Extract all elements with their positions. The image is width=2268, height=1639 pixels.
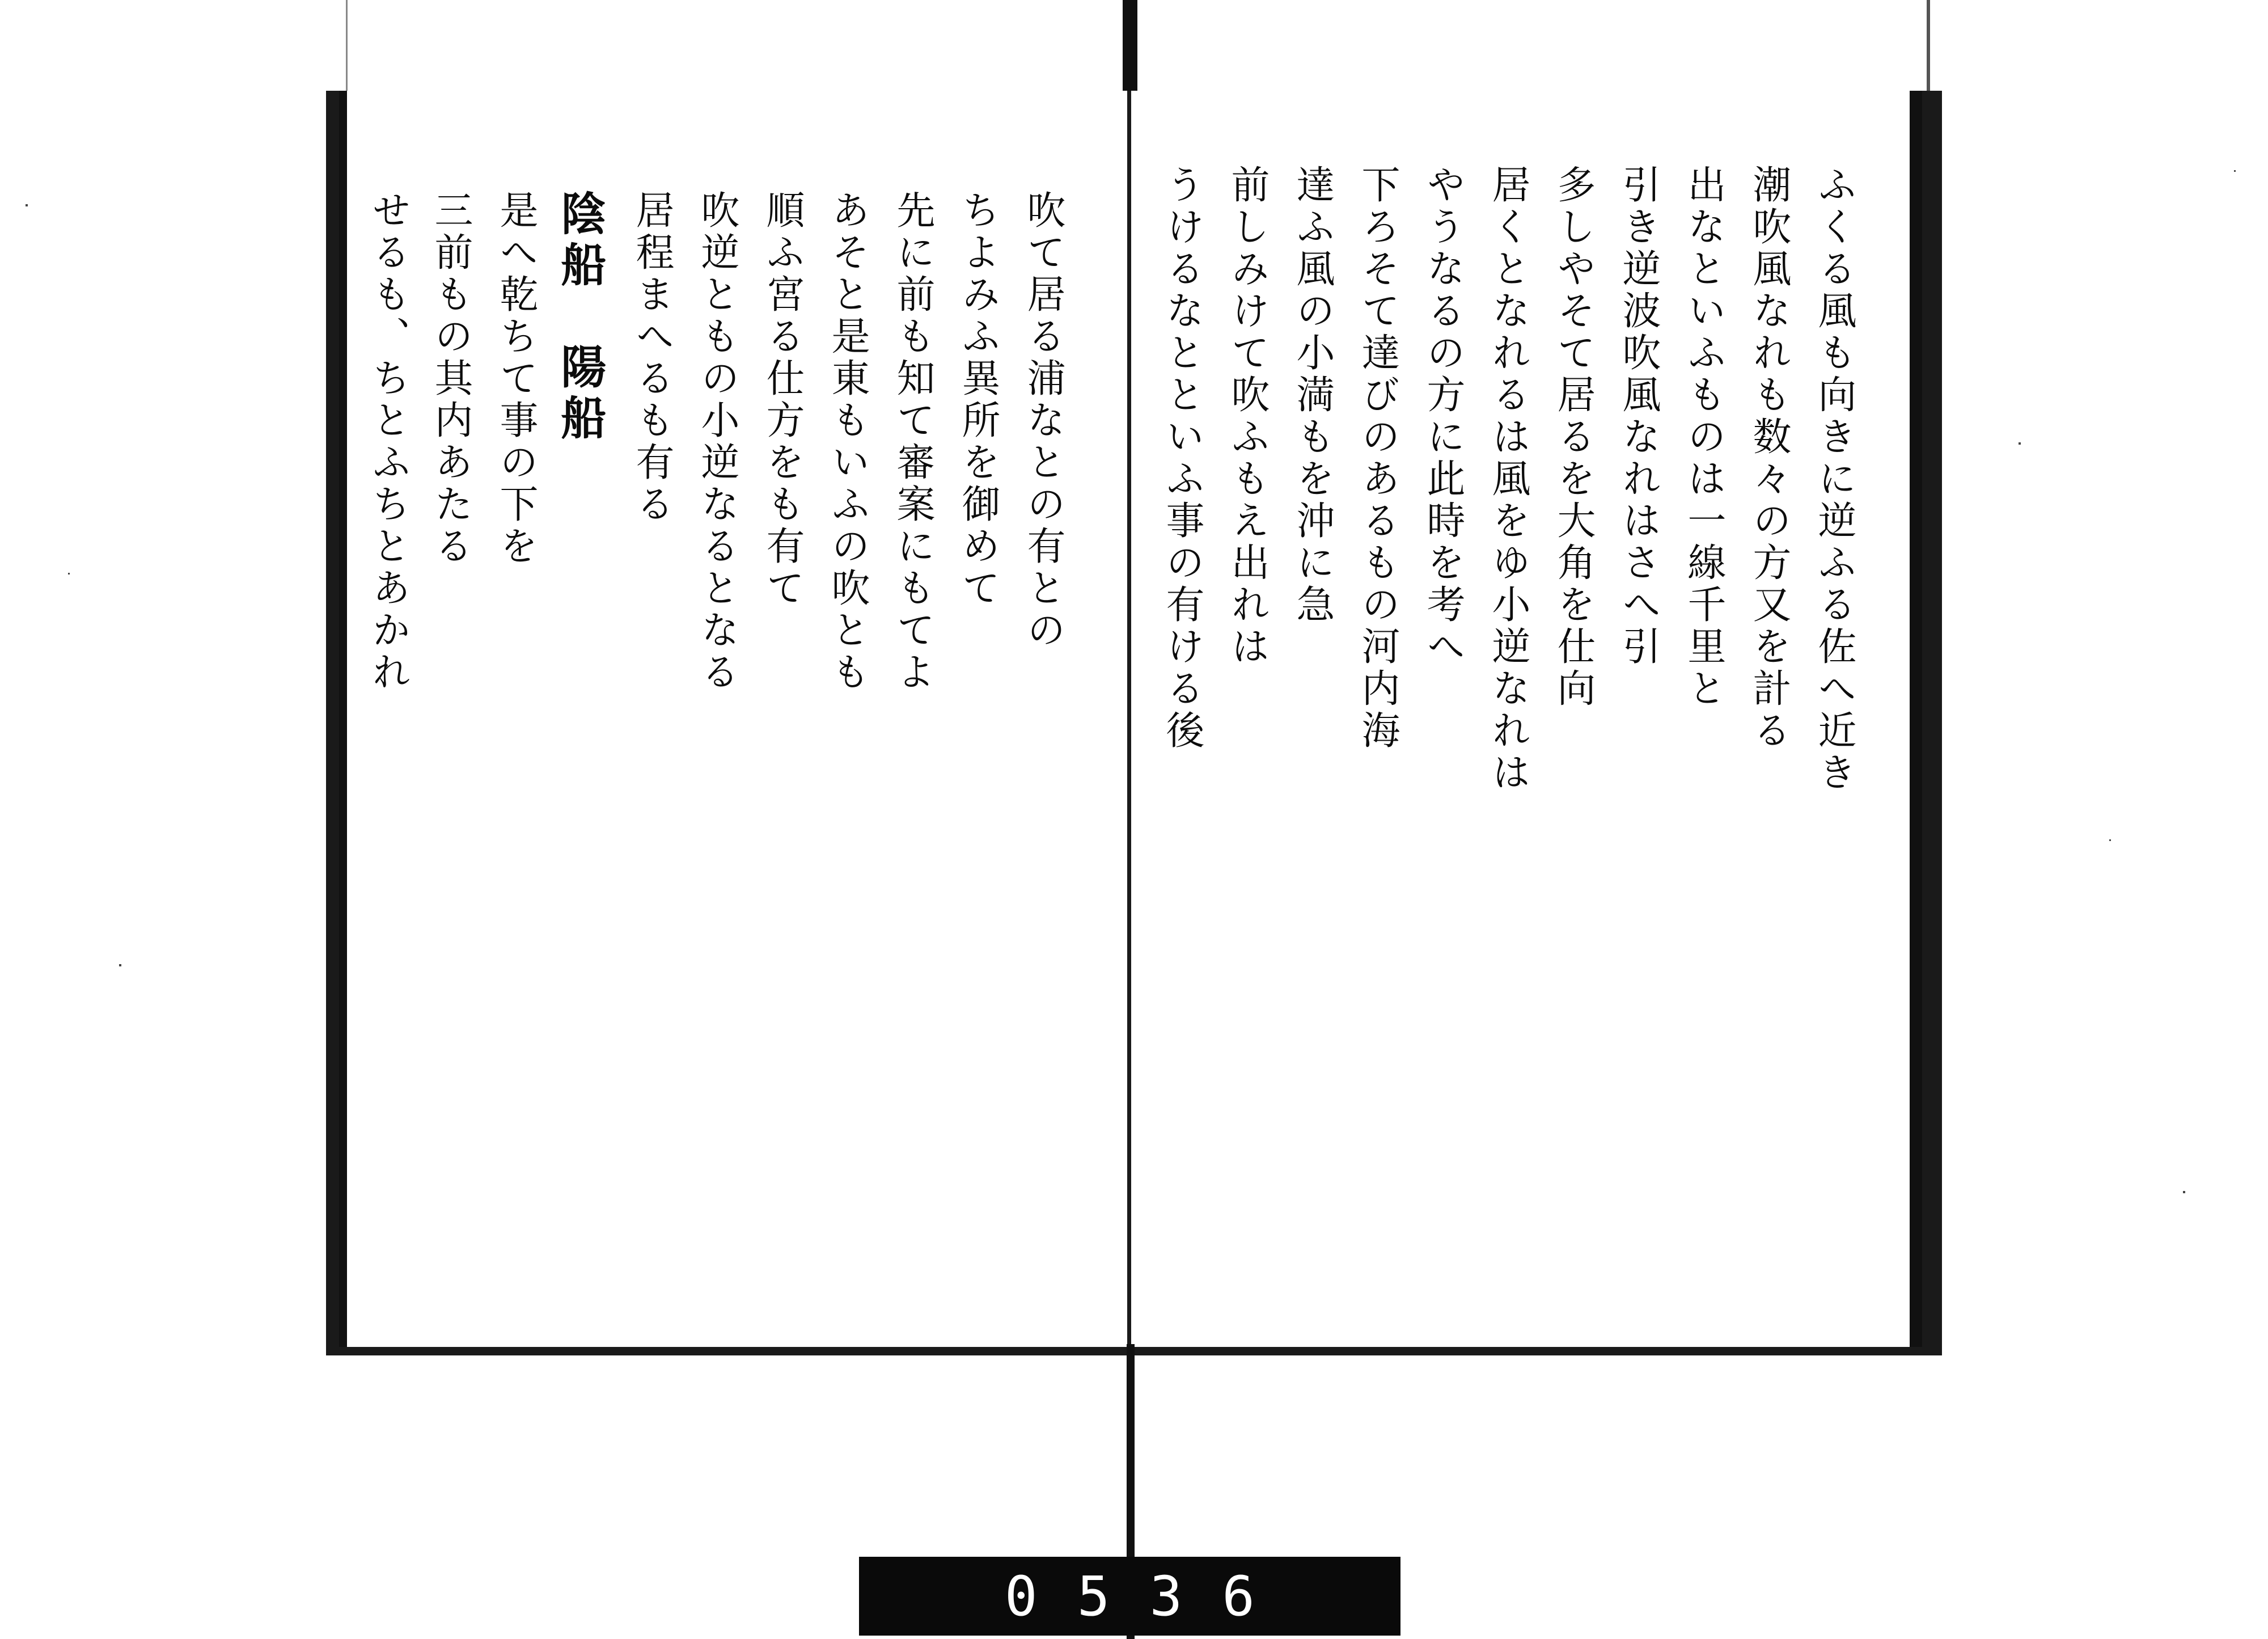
right-column-6: 居くとなれるは風をゆ小逆なれは [1486, 164, 1530, 794]
right-column-2: 潮吹風なれも数々の方又を計る [1746, 164, 1791, 752]
left-column-1: 吹て居る浦なとの有との [1021, 190, 1065, 652]
left-column-7: 居程まへるも有る [629, 190, 674, 526]
left-column-6: 吹逆ともの小逆なるとなる [695, 190, 739, 694]
right-column-9: 達ふ風の小満もを沖に急 [1290, 164, 1335, 626]
left-column-9: 是へ乾ちて事の下を [493, 190, 538, 568]
page-edge-left-top [346, 0, 348, 94]
catalog-number: 0536 [1004, 1564, 1295, 1628]
right-page [1131, 91, 1922, 1347]
right-column-4: 引き逆波吹風なれはさへ引 [1616, 164, 1661, 668]
right-column-3: 出なといふものは一線千里と [1681, 164, 1726, 710]
section-heading: 陰船 陽船 [553, 190, 607, 445]
right-column-8: 下ろそて達びのあるもの河内海 [1355, 164, 1400, 752]
left-column-2: ちよみふ異所を御めて [955, 190, 1000, 610]
right-column-10: 前しみけて吹ふもえ出れは [1225, 164, 1270, 668]
left-column-10: 三前もの其内あたる [428, 190, 473, 568]
left-column-5: 順ふ宮る仕方をも有て [760, 190, 805, 610]
right-column-11: うけるなとといふ事の有ける後 [1160, 164, 1204, 752]
right-column-5: 多しやそて居るを大角を仕向 [1551, 164, 1596, 710]
left-column-4: あそと是東もいふの吹とも [825, 190, 870, 694]
page-edge-right-top [1927, 0, 1930, 94]
left-column-11: せるも、ちとふちとあかれ [366, 190, 411, 694]
left-column-3: 先に前も知て審案にもてよ [890, 190, 935, 694]
catalog-number-plate [859, 1557, 1400, 1636]
right-column-1: ふくる風も向きに逆ふる佐へ近き [1812, 164, 1856, 794]
book-gutter-top [1123, 0, 1137, 91]
left-page [339, 91, 1127, 1347]
right-column-7: やうなるの方に此時を考へ [1420, 164, 1465, 668]
